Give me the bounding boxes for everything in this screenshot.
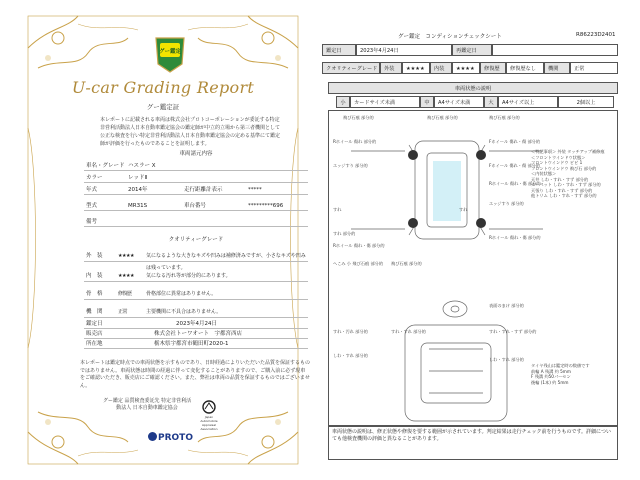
row-key: 走行距離計表示 [184,187,223,193]
engine-label: 機関 [544,62,570,74]
vehicle-row [84,186,308,195]
quality-row [84,288,308,300]
proto-mark-icon [148,432,157,441]
legend-value: 2個以上 [558,96,614,108]
exterior-label: 外装 [380,62,402,74]
association-name: グー鑑定 品質検査委託先 特定非営利活動法人 日本自動車鑑定協会 [102,398,192,411]
dealer-name: 株式会社トーワオート 宇都宮西店 [154,331,243,337]
diagram-label: すれ・すれ 部分的 [391,329,426,334]
special-notes: ＜特記事項＞ 外装 タッチアップ補修痕 ＜フロントウインドウ状態＞ フロントウインドウ ビビ 1 フロントウインドウ 飛び石 部分的 ＜内装状態＞ 天井 しわ・すれ・すず 部分的 カーペット しわ・すれ・すず 部分的 天張り しわ・すれ・すず 部分的 他トリム しわ・すれ・すず 部分的 [531,149,605,198]
row-value: *********696 [248,203,284,209]
jaaa-text: Japan Automobile Appraisal Association [200,415,218,431]
quality-stars: 正常 [118,309,128,315]
proto-text: PROTO [158,433,193,443]
sheet-code: R86223D2401 [576,32,616,38]
vehicle-section-heading: 車両諸元内容 [179,151,213,157]
diagram-label: Rホイール 傷れ・傷 部分的 [333,243,385,248]
vehicle-diagram [328,110,618,426]
quality-stars: ★★★★ [118,253,134,259]
diagram-label: すれ [459,207,468,212]
diagram-label: すれ・汚れ 部分的 [333,329,368,334]
vehicle-row [84,202,308,211]
quality-comment: 骨格部位に異常はありません。 [146,291,217,297]
grading-certificate [18,8,311,472]
row-value: ***** [248,187,262,193]
sheet-date: 2023年4月24日 [356,44,452,56]
quality-comment: 主要機関に不具合はありません。 [146,309,222,315]
quality-comment: 気になる汚れ等が部分的にあります。 [146,273,231,279]
interior-label: 内装 [430,62,452,74]
jaaa-logo [198,400,220,431]
condition-notice: 車両状態の説明は、修正状態や修復を要する範囲が示されています。判定結果は走行チェック前を行うものです。詳細についても他検査機関の評価と異なることがあります。 [328,426,618,460]
appraisal-date-row [84,320,308,329]
legend-value: A4サイズ以上 [498,96,558,108]
row-value: 2014年 [128,187,148,193]
interior-grade: ★★★★ [452,62,480,74]
quality-stars: 修復歴 [118,291,132,297]
appraisal-date: 2023年4月24日 [176,321,217,327]
quality-key: 機 関 [86,309,103,315]
diagram-label: 飛び石痕 部分的 [343,115,374,120]
address-row [84,340,308,349]
cert-no [492,44,618,56]
row-key: 車名・グレード [86,163,125,169]
diagram-label: Rホイール 傷れ・傷 部分的 [489,235,541,240]
row-key: 備考 [86,219,98,225]
condition-heading: 車両状態の説明 [328,82,618,94]
diagram-label: 表面のまけ 部分的 [489,303,524,308]
date-label: 鑑定日 [322,44,356,56]
tire-notes: タイヤ残山は鑑定時の数値です 前輪 A 残溝 約 5mm F 残溝 約50パーセン 後輪 (1本) 約 5mm [531,363,590,385]
diagram-label: Fホイール 傷れ・傷 部分的 [489,139,541,144]
grade-label: クオリティーグレード [322,62,380,74]
diagram-label: 飛び石痕 部分的 [391,261,422,266]
diagram-label: 飛び石痕 部分的 [489,115,520,120]
row-key: 年式 [86,187,98,193]
diagram-label: Fホイール 傷れ・傷 部分的 [489,163,541,168]
proto-logo [148,432,238,443]
quality-key: 骨 格 [86,291,103,297]
quality-stars: ★★★★ [118,273,134,279]
exterior-grade: ★★★★ [402,62,430,74]
row-key: カラー [86,175,103,181]
quality-key: 外 装 [86,253,103,259]
quality-comment: 気になるような大きなキズや凹みは補修済みですが、小さなキズや凹みは残っています。 [146,253,306,271]
report-subtitle: グー鑑定証 [146,103,180,111]
dealer-row [84,330,308,339]
diagram-label: すれ・すれ・すず 部分的 [489,329,537,334]
dealer-address: 栃木県宇都宮市鶴田町2020-1 [154,341,229,347]
diagram-label: 飛び石痕 部分的 [427,115,458,120]
quality-row [84,250,308,271]
diagram-label: エッジすり 部分的 [489,201,524,206]
diagram-label: すれ 部分的 [333,231,356,236]
row-key: 販売店 [86,331,103,337]
quality-row [84,270,308,282]
legend-value: A4サイズ未満 [434,96,484,108]
report-title: U-car Grading Report [71,78,255,97]
diagram-label: しわ・すれ 部分的 [333,353,368,358]
diagram-label: しわ・すれ 部分的 [489,357,524,362]
row-key: 鑑定日 [86,321,103,327]
vehicle-row [84,174,308,183]
repair-status: 修復歴なし [506,62,544,74]
legend-key: 中 [420,96,434,108]
row-key: 型式 [86,203,98,209]
vehicle-row [84,218,308,227]
diagram-label: へこみ 小 飛び石痕 部分的 [333,261,384,266]
diagram-label: すれ [333,207,342,212]
repair-label: 修復歴 [480,62,506,74]
row-key: 車台番号 [184,203,207,209]
diagram-label: Rホイール 傷れ・傷 部分的 [489,181,541,186]
legend-key: 小 [336,96,350,108]
certificate-intro: 本レポートに記載される車両は株式会社プロトコーポレーションが委託する特定非営利活動法人日本自動車鑑定協会の鑑定師が中立的立場から第三者機関として公正な検査を行い特定非営利活動法人日本自動車鑑定協会の定める基準にて鑑定師が評価を行ったものであることを証明します。 [100,117,281,147]
row-value: ハスラー X [128,163,156,169]
quality-row [84,306,308,318]
row-key: 所在地 [86,341,103,347]
row-value: MR31S [128,203,148,209]
diagram-label: Rホイール 傷れ 部分的 [333,139,377,144]
goo-appraisal-logo [152,34,188,74]
logo-text: グー鑑定 [158,49,182,55]
certificate-footer: 本レポートは鑑定時点での車両状態を示すものであり、日時経過によりいただいた品質を保証するものではありません。車両状態は時間の経過に伴って変化することがありますので、ご購入前に必ず現車をご確認いただき、販売店にご確認ください。また、弊社は車両の品質を保証するものではございません。 [80,360,311,389]
diagram-label: エッジすり 部分的 [333,163,368,168]
legend-value: カードサイズ未満 [350,96,420,108]
legend-key: 大 [484,96,498,108]
engine-status: 正常 [570,62,618,74]
vehicle-row [84,162,308,171]
quality-section-heading: クオリティーグレード [168,237,224,243]
cert-no-label: 再鑑定日 [452,44,492,56]
quality-key: 内 装 [86,273,103,279]
row-value: レッドⅡ [128,175,148,181]
condition-sheet-title: グー鑑定 コンディションチェックシート [398,34,502,40]
